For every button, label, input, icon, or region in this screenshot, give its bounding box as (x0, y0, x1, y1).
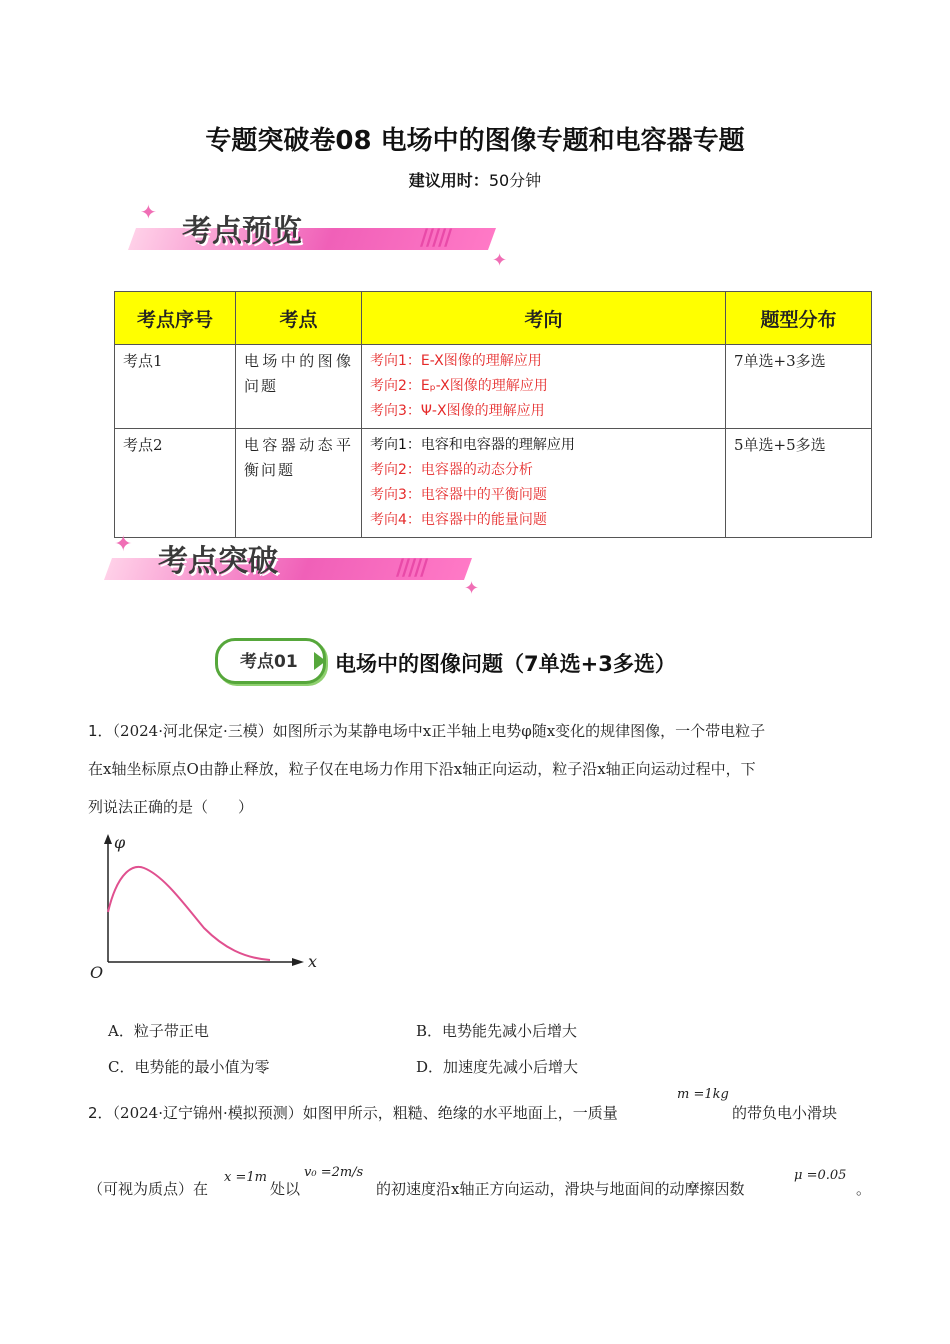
page-title: 专题突破卷08 电场中的图像专题和电容器专题 (205, 126, 745, 156)
topic-number: 考点1 (115, 345, 236, 429)
direction-item: 考向3：Ψ-X图像的理解应用 (370, 403, 545, 419)
sparkle-icon: ✦ (140, 200, 157, 224)
question-number: 1． (88, 722, 113, 740)
banner-label: 考点预览 (182, 214, 302, 249)
distribution: 7单选+3多选 (726, 345, 872, 429)
topic-number: 考点2 (115, 429, 236, 538)
sparkle-icon: ✦ (492, 250, 508, 271)
direction-item: 考向1：电容和电容器的理解应用 (370, 437, 575, 453)
q2-line (88, 1104, 618, 1123)
direction-item: 考向4：电容器中的能量问题 (370, 512, 547, 528)
header-cell: 考向 (362, 292, 726, 345)
q1-line (88, 722, 765, 741)
mass-formula: m =1kg (677, 1087, 729, 1102)
topic-name: 电场中的图像问题 (236, 345, 362, 429)
friction-formula: μ =0.05 (794, 1168, 847, 1183)
header-cell: 题型分布 (726, 292, 872, 345)
table-header-row (115, 292, 872, 345)
q1-line: 在x轴坐标原点O由静止释放，粒子仅在电场力作用下沿x轴正向运动，粒子沿x轴正向运动过程中，下 (88, 760, 756, 778)
section-badge-label: 考点01 (240, 652, 298, 672)
q1-line: 列说法正确的是（ ） (88, 798, 254, 816)
q1-text: （2024·河北保定·三模）如图所示为某静电场中x正半轴上电势φ随x变化的规律图像，一个带电粒子 (112, 722, 766, 740)
q2-text: 。 (856, 1180, 872, 1198)
y-axis-label: φ (114, 833, 126, 852)
direction-item: 考向3：电容器中的平衡问题 (370, 487, 547, 503)
q2-text: （2024·辽宁锦州·模拟预测）如图甲所示，粗糙、绝缘的水平地面上，一质量 (112, 1104, 618, 1122)
y-axis-arrow-icon (104, 834, 112, 844)
origin-label: O (90, 963, 104, 980)
banner-slashes: ///// (396, 556, 427, 581)
x-axis-arrow-icon (292, 958, 304, 966)
q2-text: （可视为质点）在 (88, 1180, 209, 1198)
potential-graph (84, 830, 324, 980)
header-cell: 考点 (236, 292, 362, 345)
directions-cell (362, 345, 726, 429)
sparkle-icon: ✦ (114, 532, 133, 557)
direction-item: 考向2：Eₚ-X图像的理解应用 (370, 378, 548, 394)
header-cell: 考点序号 (115, 292, 236, 345)
direction-item: 考向2：电容器的动态分析 (370, 462, 533, 478)
q2-text: 处以 (270, 1180, 301, 1198)
distribution: 5单选+5多选 (726, 429, 872, 538)
banner-label: 考点突破 (158, 544, 278, 579)
time-label: 建议用时： (408, 171, 489, 190)
topics-table (114, 291, 872, 538)
suggested-time (0, 168, 950, 191)
position-formula: x =1m (224, 1170, 267, 1185)
table-row (115, 429, 872, 538)
banner-preview (120, 202, 520, 272)
direction-item: 考向1：E-X图像的理解应用 (370, 353, 542, 369)
directions-cell (362, 429, 726, 538)
x-axis-label: x (308, 952, 318, 971)
question-number: 2． (88, 1104, 113, 1122)
section-badge (215, 638, 326, 684)
time-value: 50分钟 (488, 171, 542, 190)
option-d: D．加速度先减小后增大 (416, 1058, 579, 1076)
topic-name: 电容器动态平衡问题 (236, 429, 362, 538)
option-b: B．电势能先减小后增大 (416, 1022, 578, 1040)
q2-text: 的初速度沿x轴正方向运动，滑块与地面间的动摩擦因数 (376, 1180, 745, 1198)
option-a: A．粒子带正电 (108, 1022, 209, 1040)
option-c: C．电势能的最小值为零 (108, 1058, 270, 1076)
q2-text: 的带负电小滑块 (732, 1104, 838, 1122)
sparkle-icon: ✦ (464, 578, 480, 599)
banner-slashes: ///// (420, 226, 451, 251)
potential-curve (108, 867, 270, 960)
section-title: 电场中的图像问题（7单选+3多选） (335, 652, 676, 676)
banner-breakthrough (96, 532, 496, 602)
velocity-formula: v₀ =2m/s (304, 1165, 364, 1180)
badge-arrow-icon (314, 652, 326, 670)
table-row (115, 345, 872, 429)
